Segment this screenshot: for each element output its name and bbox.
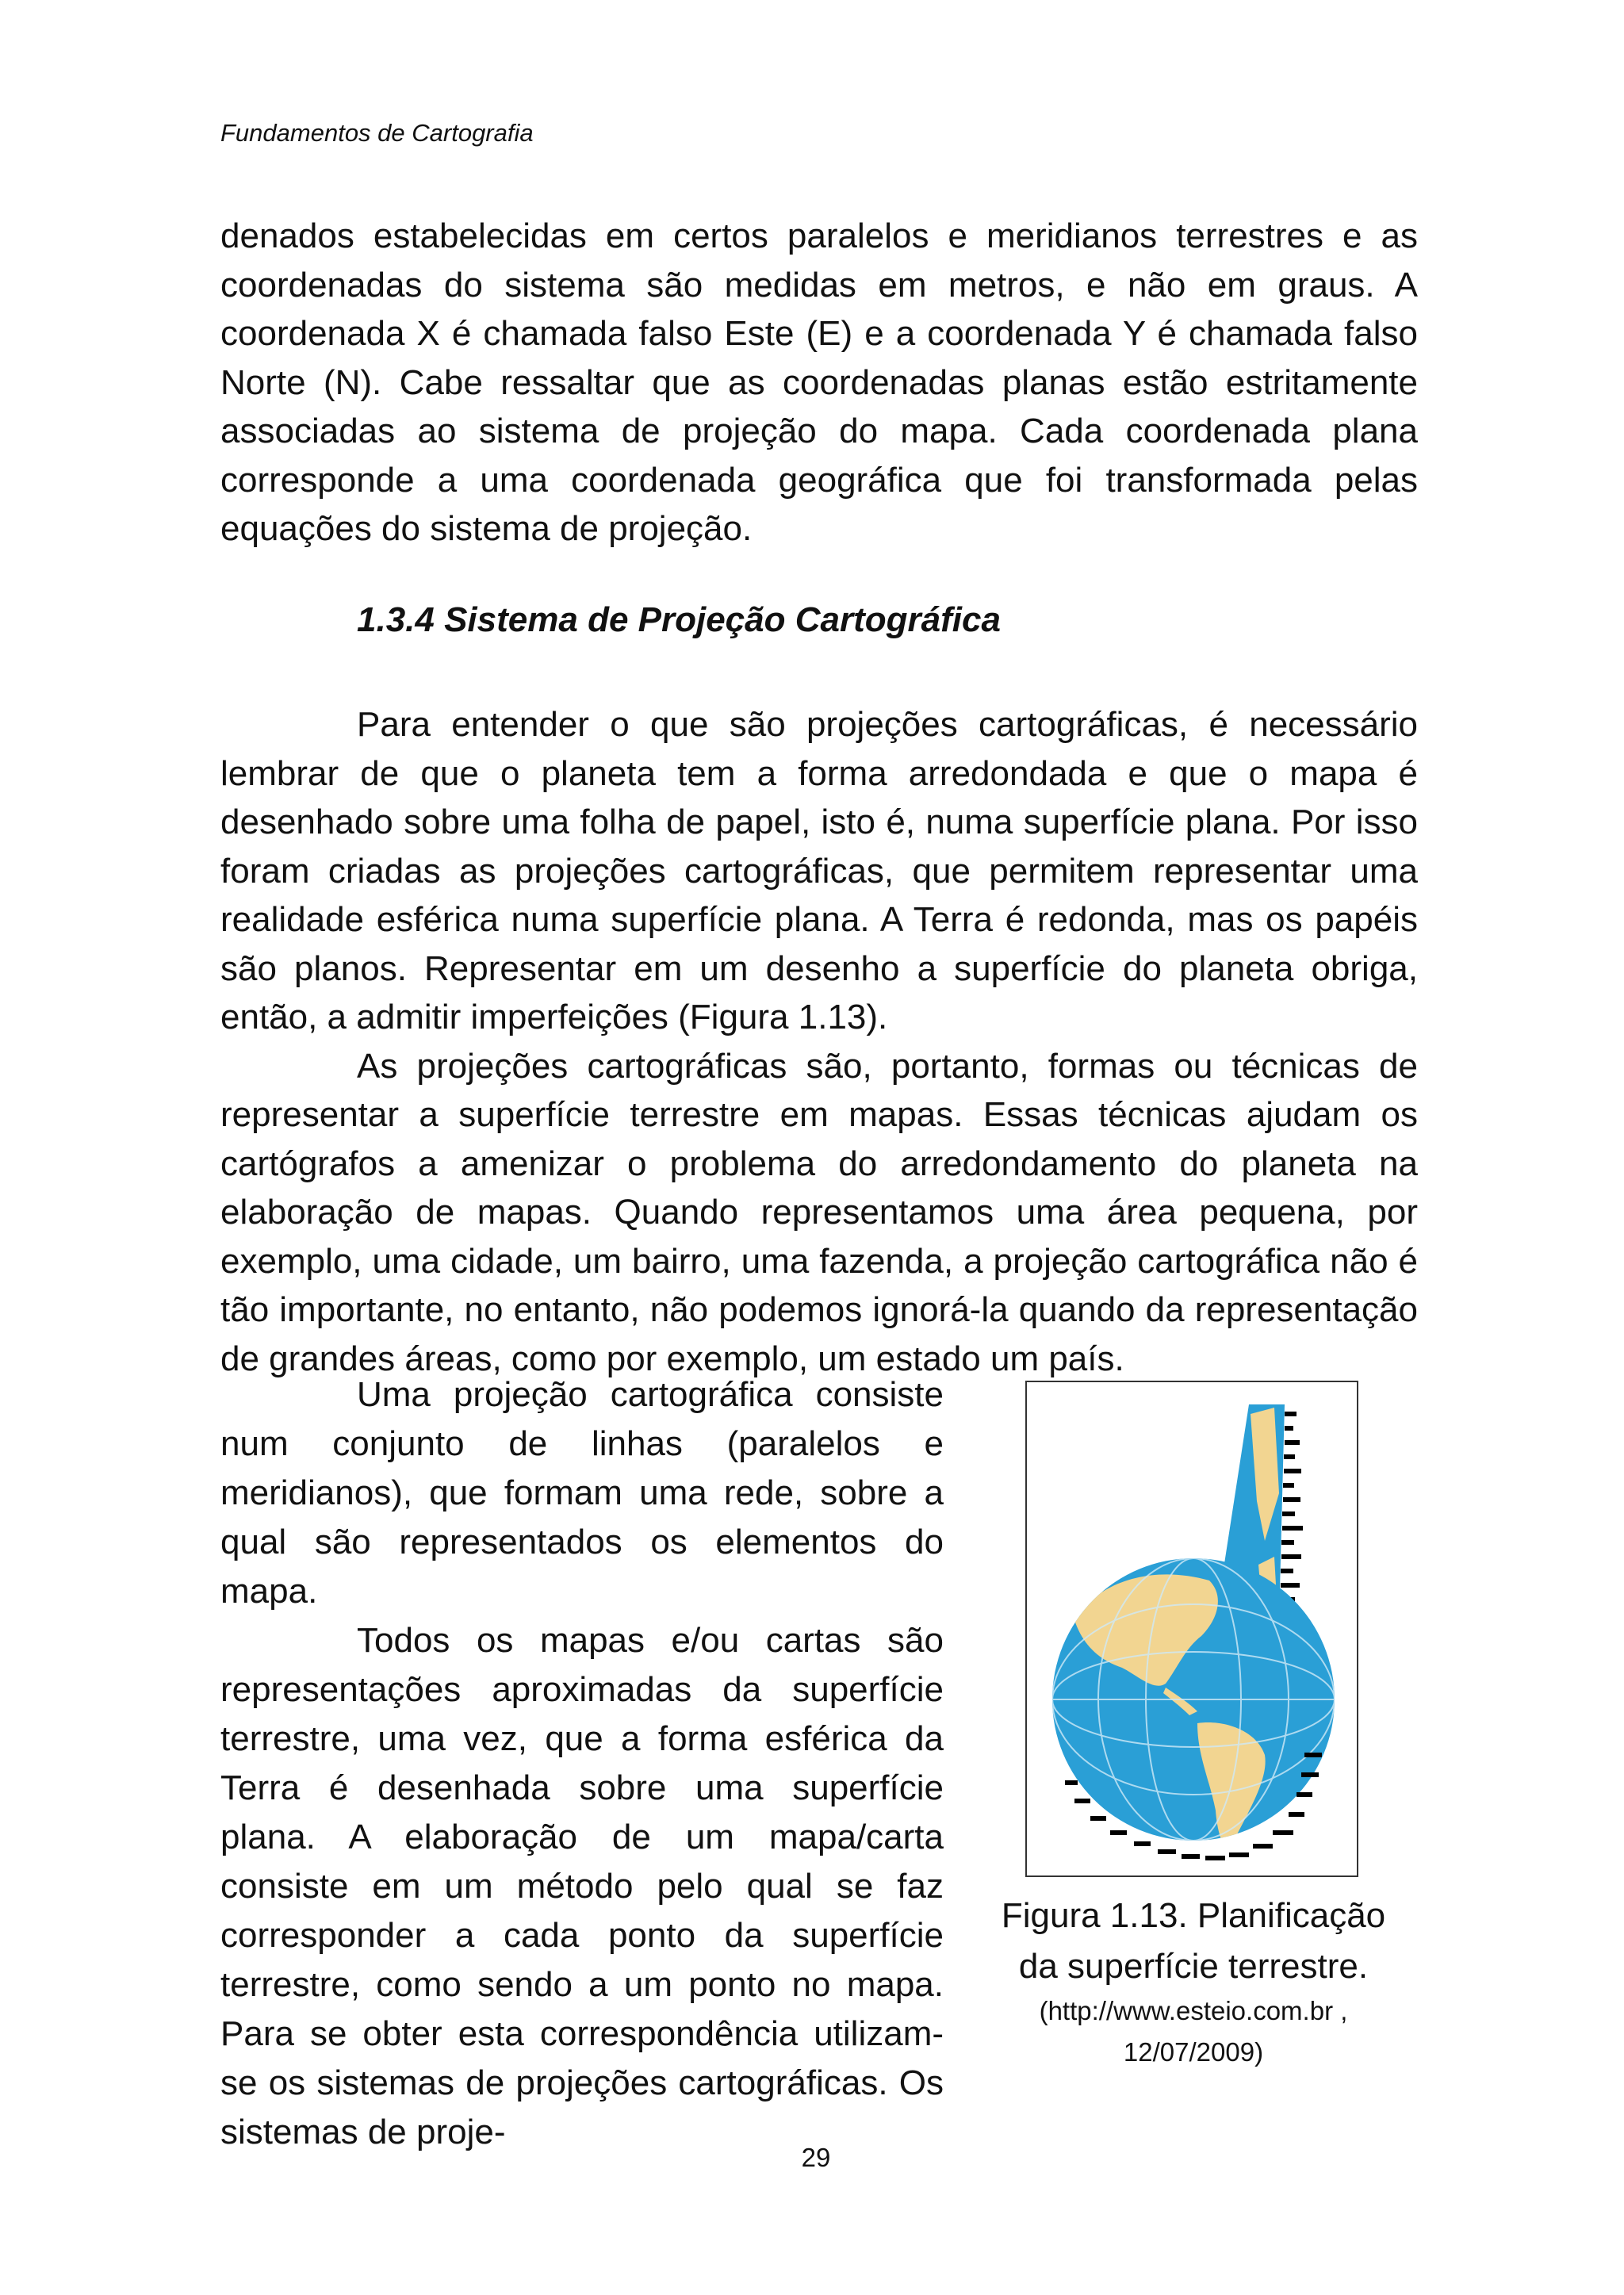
figure-source-date: 12/07/2009) [1123, 2037, 1264, 2067]
intro-text [220, 212, 1418, 554]
section-heading: 1.3.4 Sistema de Projeção Cartográfica [357, 600, 1001, 639]
side-text-column [220, 1370, 944, 2157]
figure-caption-line-1: Figura 1.13. Planificação [1001, 1896, 1386, 1935]
section-body [220, 700, 1418, 1383]
page-number: 29 [801, 2143, 831, 2172]
figure-source [952, 1990, 1435, 2073]
side-paragraph-2: Todos os mapas e/ou cartas são representações aproximadas da superfície terrestre, uma vez, que a forma esférica da Terra é desenhada sobre uma superfície plana. A elaboração de um mapa/carta consiste em um método pelo qual se faz corresponder a cada ponto da superfície terrestre, como sendo a um ponto no mapa. Para se obter esta correspondência utilizam-se os sistemas de projeções cartográficas. Os sistemas de proje- [220, 1621, 944, 2151]
intro-paragraph: denados estabelecidas em certos paralelos e meridianos terrestres e as coordenadas do sistema são medidas em metros, e não em graus. A coordenada X é chamada falso Este (E) e a coordenada Y é chamada falso Norte (N). Cabe ressaltar que as coordenadas planas estão estritamente associadas ao sistema de projeção do mapa. Cada coordenada plana corresponde a uma coordenada geográfica que foi transformada pelas equações do sistema de projeção. [220, 216, 1418, 548]
figure-source-url: (http://www.esteio.com.br , [1039, 1996, 1348, 2025]
globe [1052, 1558, 1335, 1858]
figure-caption [952, 1891, 1435, 1992]
globe-peel-icon [1027, 1382, 1357, 1875]
figure-caption-line-2: da superfície terrestre. [1018, 1947, 1369, 1986]
body-paragraph-2: As projeções cartográficas são, portanto, formas ou técnicas de representar a superfície terrestre em mapas. Essas técnicas ajudam os cartógrafos a amenizar o problema do arredondamento do planeta na elaboração de mapas. Quando representamos uma área pequena, por exemplo, uma cidade, um bairro, uma fazenda, a projeção cartográfica não é tão importante, no entanto, não podemos ignorá-la quando da representação de grandes áreas, como por exemplo, um estado um país. [220, 1046, 1418, 1378]
figure-1-13 [1025, 1381, 1358, 1877]
side-paragraph-1: Uma projeção cartográfica consiste num conjunto de linhas (paralelos e meridianos), que formam uma rede, sobre a qual são representados os elementos do mapa. [220, 1375, 944, 1611]
body-paragraph-1: Para entender o que são projeções cartográficas, é necessário lembrar de que o planeta tem a forma arredondada e que o mapa é desenhado sobre uma folha de papel, isto é, numa superfície plana. Por isso foram criadas as projeções cartográficas, que permitem representar uma realidade esférica numa superfície plana. A Terra é redonda, mas os papéis são planos. Representar em um desenho a superfície do planeta obriga, então, a admitir imperfeições (Figura 1.13). [220, 705, 1418, 1036]
running-header: Fundamentos de Cartografia [220, 119, 534, 147]
